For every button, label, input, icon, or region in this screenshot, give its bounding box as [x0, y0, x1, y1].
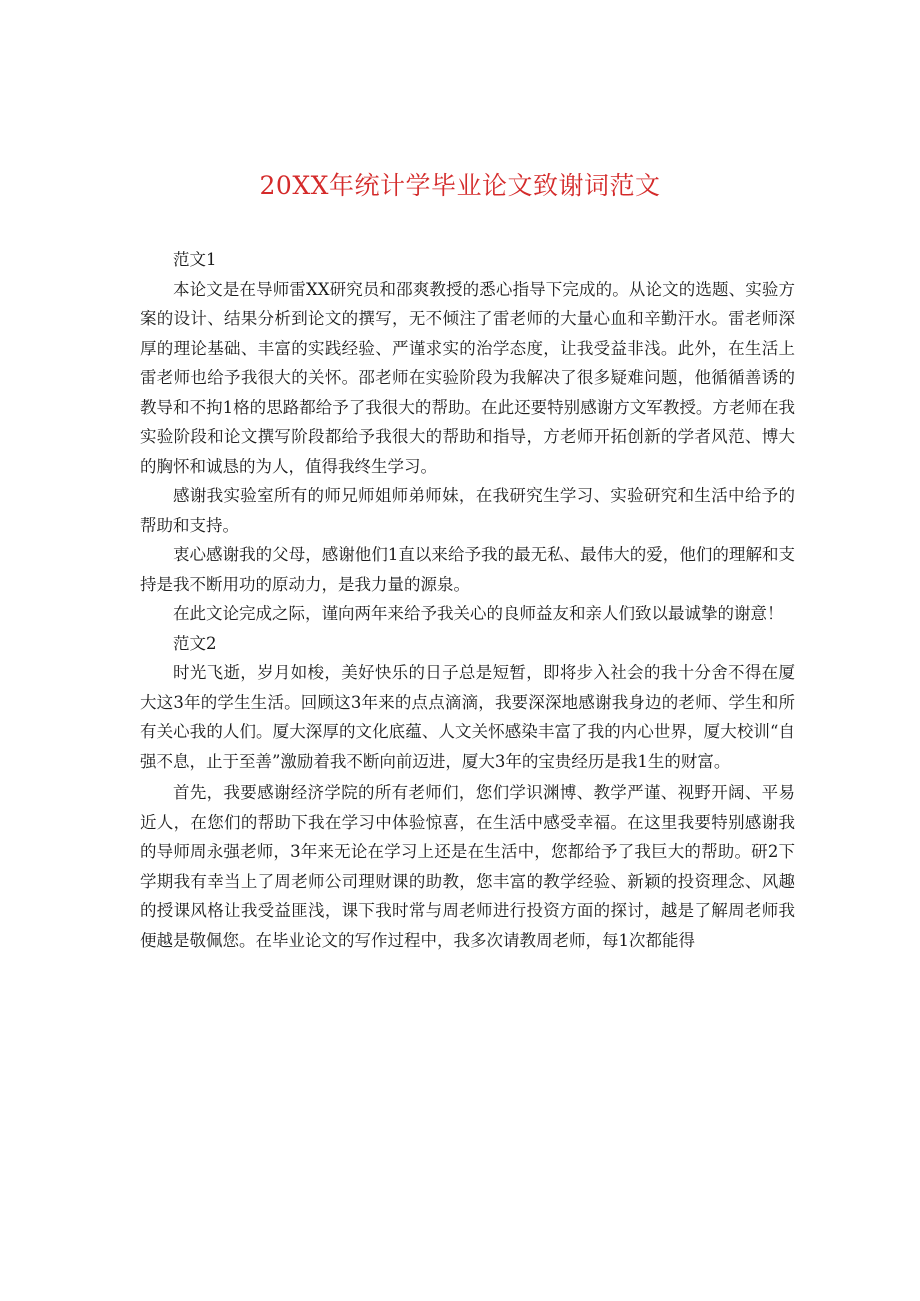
paragraph: 在此文论完成之际，谨向两年来给予我关心的良师益友和亲人们致以最诚挚的谢意！ [173, 604, 784, 623]
section-heading-1: 范文1 [173, 250, 217, 269]
paragraph: 感谢我实验室所有的师兄师姐师弟师妹，在我研究生学习、实验研究和生活中给予的帮助和支持。 [140, 486, 795, 535]
document-title: 20XX年统计学毕业论文致谢词范文 [259, 171, 661, 200]
paragraph: 首先，我要感谢经济学院的所有老师们，您们学识渊博、教学严谨、视野开阔、平易近人，在您们的帮助下我在学习中体验惊喜，在生活中感受幸福。在这里我要特别感谢我的导师周永强老师，3年来无论在学习上还是在生活中，您都给予了我巨大的帮助。研2下学期我有幸当上了周老师公司理财课的助教，您丰富的教学经验、新颖的投资理念、风趣的授课风格让我受益匪浅，课下我时常与周老师进行投资方面的探讨，越是了解周老师我便越是敬佩您。在毕业论文的写作过程中，我多次请教周老师，每1次都能得 [140, 783, 795, 950]
paragraph: 本论文是在导师雷XX研究员和邵爽教授的悉心指导下完成的。从论文的选题、实验方案的设计、结果分析到论文的撰写，无不倾注了雷老师的大量心血和辛勤汗水。雷老师深厚的理论基础、丰富的实践经验、严谨求实的治学态度，让我受益非浅。此外，在生活上雷老师也给予我很大的关怀。邵老师在实验阶段为我解决了很多疑难问题，他循循善诱的教导和不拘1格的思路都给予了我很大的帮助。在此还要特别感谢方文军教授。方老师在我实验阶段和论文撰写阶段都给予我很大的帮助和指导，方老师开拓创新的学者风范、博大的胸怀和诚恳的为人，值得我终生学习。 [140, 279, 795, 476]
document-body [140, 245, 795, 955]
section-heading-2: 范文2 [173, 633, 217, 653]
paragraph: 时光飞逝，岁月如梭，美好快乐的日子总是短暂，即将步入社会的我十分舍不得在厦大这3年的学生生活。回顾这3年来的点点滴滴，我要深深地感谢我身边的老师、学生和所有关心我的人们。厦大深厚的文化底蕴、人文关怀感染丰富了我的内心世界，厦大校训“自强不息，止于至善”激励着我不断向前迈进，厦大3年的宝贵经历是我1生的财富。 [140, 663, 795, 771]
paragraph: 衷心感谢我的父母，感谢他们1直以来给予我的最无私、最伟大的爱，他们的理解和支持是我不断用功的原动力，是我力量的源泉。 [140, 545, 795, 594]
